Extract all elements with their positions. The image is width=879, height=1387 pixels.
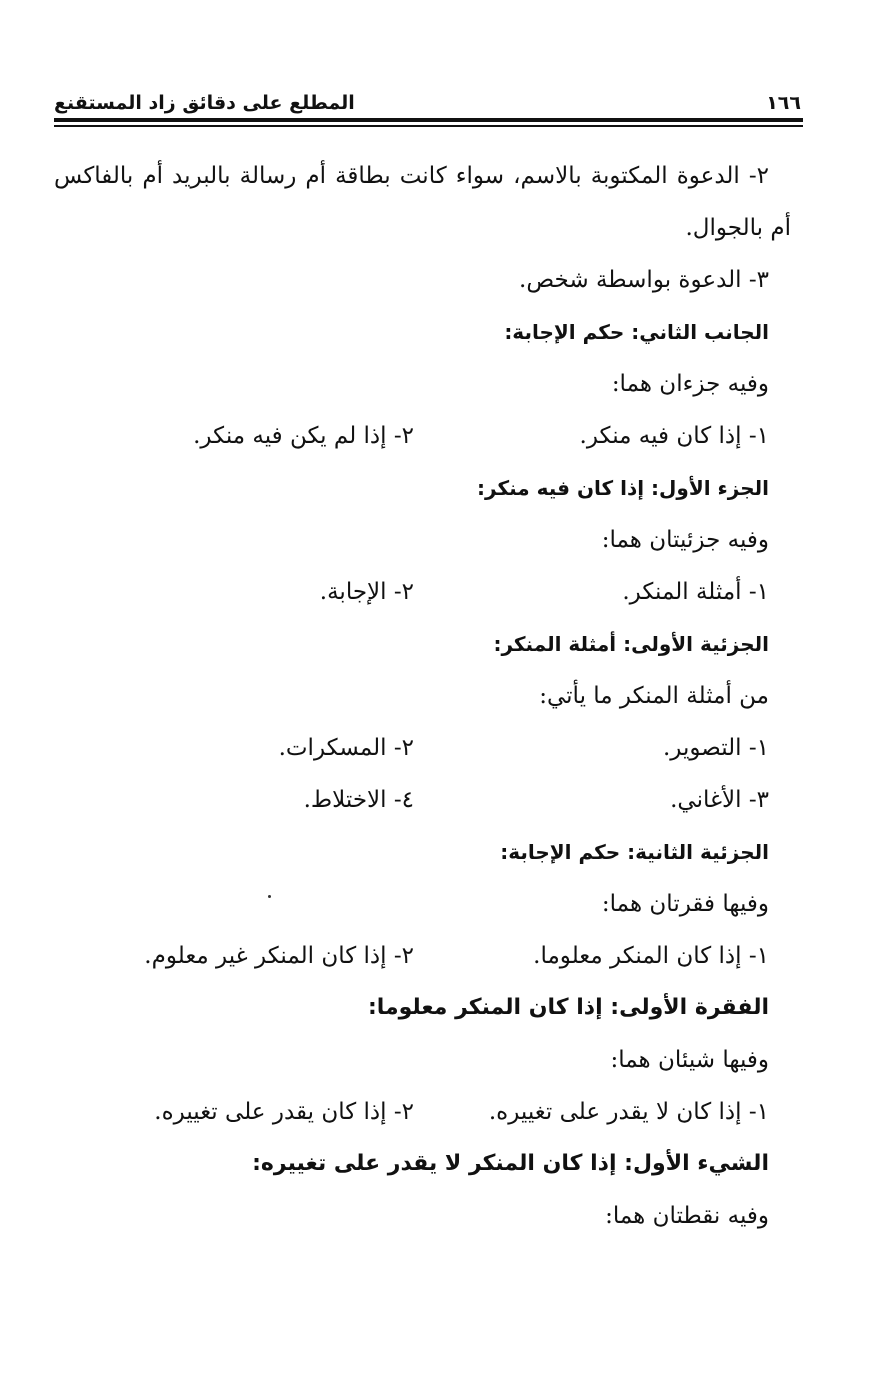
list-item: ١- التصوير. [662,735,769,761]
section-heading: الجزئية الأولى: أمثلة المنكر: [493,632,769,656]
list-row [54,930,769,982]
intro-text: وفيه نقطتان هما: [605,1203,769,1229]
section-heading: الجزئية الثانية: حكم الإجابة: [500,840,769,864]
list-item: ٣- الدعوة بواسطة شخص. [519,267,769,293]
list-item: ١- إذا كان لا يقدر على تغييره. [488,1099,769,1125]
print-speck [268,895,271,898]
header-rule-thin [54,125,803,127]
list-item: ١- أمثلة المنكر. [622,579,769,605]
list-item: ٢- إذا كان يقدر على تغييره. [154,1099,414,1125]
list-item: ٤- الاختلاط. [303,787,414,813]
list-row [54,1086,769,1138]
intro-text: من أمثلة المنكر ما يأتي: [539,683,769,709]
list-row [54,774,769,826]
intro-text: وفيه جزءان هما: [611,371,769,397]
list-row [54,566,769,618]
list-item: ١- إذا كان المنكر معلوما. [533,943,769,969]
section-heading: الجزء الأول: إذا كان فيه منكر: [477,476,769,500]
book-title: المطلع على دقائق زاد المستقنع [54,92,355,114]
intro-text: وفيه جزئيتان هما: [601,527,769,553]
page-header [54,84,801,114]
header-rule-thick [54,118,803,122]
section-heading: الجانب الثاني: حكم الإجابة: [504,320,769,344]
list-row [54,722,769,774]
intro-text: وفيها شيئان هما: [610,1047,769,1073]
list-item: ٢- المسكرات. [278,735,414,761]
list-item: ١- إذا كان فيه منكر. [579,423,769,449]
section-heading: الشيء الأول: إذا كان المنكر لا يقدر على تغييره: [252,1151,769,1176]
section-heading: الفقرة الأولى: إذا كان المنكر معلوما: [367,995,769,1020]
page-body [54,150,791,1242]
page-number: ١٦٦ [766,92,801,114]
list-item: ٢- الإجابة. [319,579,414,605]
list-item: ٢- إذا لم يكن فيه منكر. [193,423,414,449]
intro-text: وفيها فقرتان هما: [601,891,769,917]
list-item: ٢- إذا كان المنكر غير معلوم. [144,943,414,969]
paragraph-line: أم بالجوال. [685,215,791,241]
list-row [54,410,769,462]
list-item: ٣- الأغاني. [670,787,769,813]
paragraph-line: ٢- الدعوة المكتوبة بالاسم، سواء كانت بطاقة أم رسالة بالبريد أم بالفاكس [54,163,769,189]
